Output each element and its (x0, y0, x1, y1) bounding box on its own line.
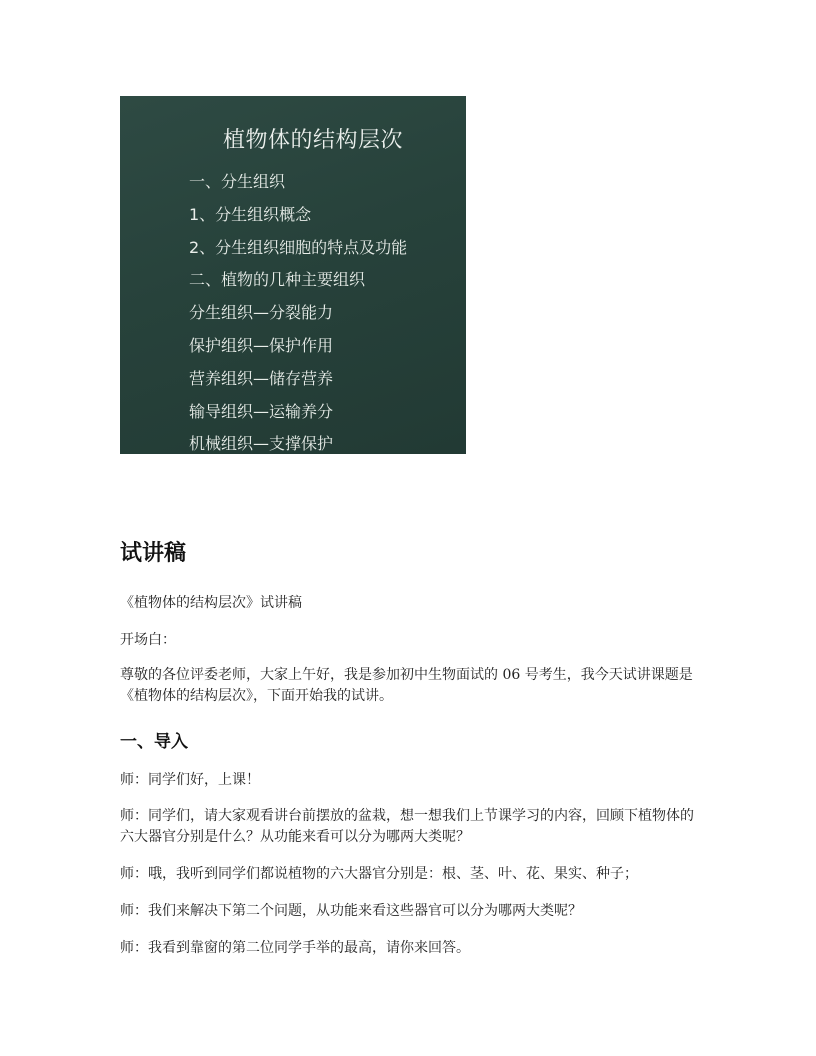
blackboard-slide-image (120, 96, 466, 454)
paragraph: 师：同学们好，上课！ (120, 772, 260, 788)
slide-line: 营养组织—储存营养 (189, 368, 334, 388)
slide-title: 植物体的结构层次 (222, 128, 403, 153)
slide-line: 一、分生组织 (189, 172, 286, 191)
slide-line: 分生组织—分裂能力 (189, 303, 334, 323)
opening-label: 开场白： (120, 632, 176, 648)
slide-outline (189, 166, 407, 454)
slide-line: 保护组织—保护作用 (189, 335, 334, 355)
slide-line: 2、分生组织细胞的特点及功能 (189, 237, 408, 257)
slide-line: 机械组织—支撑保护 (189, 434, 334, 454)
document-subtitle: 《植物体的结构层次》试讲稿 (120, 595, 302, 611)
slide-line: 1、分生组织概念 (189, 204, 312, 224)
document-heading: 试讲稿 (120, 541, 187, 566)
paragraph: 师：同学们，请大家观看讲台前摆放的盆栽，想一想我们上节课学习的内容，回顾下植物体的六大器官分别是什么？从功能来看可以分为哪两大类呢？ (120, 808, 694, 845)
section-heading-intro: 一、导入 (120, 732, 188, 752)
slide-line: 二、植物的几种主要组织 (189, 270, 366, 290)
paragraph: 师：我们来解决下第二个问题，从功能来看这些器官可以分为哪两大类呢？ (120, 903, 582, 919)
opening-paragraph: 尊敬的各位评委老师，大家上午好，我是参加初中生物面试的 06 号考生，我今天试讲课题是《植物体的结构层次》，下面开始我的试讲。 (120, 667, 693, 704)
slide-line: 输导组织—运输养分 (189, 401, 334, 421)
paragraph: 师：我看到靠窗的第二位同学手举的最高，请你来回答。 (120, 940, 470, 956)
paragraph: 师：哦，我听到同学们都说植物的六大器官分别是：根、茎、叶、花、果实、种子； (120, 866, 638, 882)
